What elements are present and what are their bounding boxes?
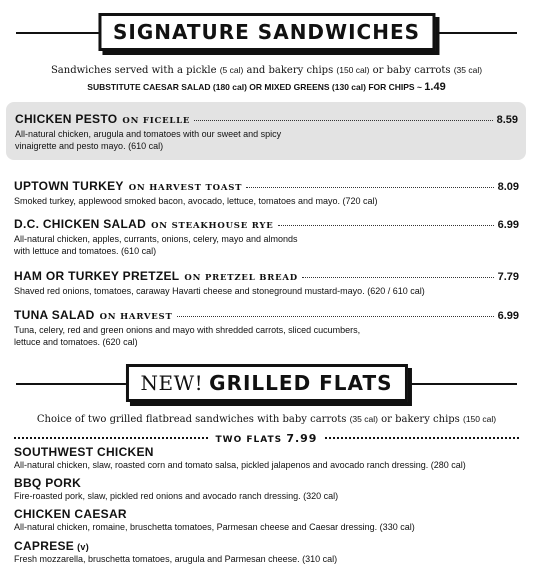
item-bread: ON FICELLE [122,116,191,126]
vegetarian-badge: (v) [77,542,90,552]
flat-description: Fresh mozzarella, bruschetta tomatoes, arugula and Parmesan cheese. (310 cal) [14,554,338,564]
flat-description: All-natural chicken, slaw, roasted corn and tomato salsa, pickled jalapenos and avocado ranch dressing. (280 cal) [14,460,466,470]
item-price: 7.79 [497,271,519,283]
dotted-rule [14,437,208,439]
flat-item-bbq-pork[interactable] [14,476,519,502]
item-bread: ON HARVEST TOAST [128,183,243,193]
item-price: 6.99 [497,219,519,231]
signature-header [0,13,533,53]
item-price: 8.09 [497,181,519,193]
item-description: All-natural chicken, apples, currants, onions, celery, mayo and almonds with lettuce and tomatoes. (610 cal) [14,234,298,256]
flat-description: Fire-roasted pork, slaw, pickled red onions and avocado ranch dressing. (320 cal) [14,491,339,501]
dot-leader [278,225,494,226]
signature-title-text: SIGNATURE SANDWICHES [112,20,421,44]
item-name: TUNA SALAD [14,308,95,322]
flat-name: CAPRESE [14,539,75,553]
new-badge: NEW! [140,371,204,395]
item-bread: ON STEAKHOUSE RYE [151,221,274,231]
menu-item-chicken-pesto[interactable] [6,102,526,160]
item-name: HAM OR TURKEY PRETZEL [14,269,180,283]
menu-item-ham-turkey-pretzel[interactable] [14,269,519,297]
two-flats-price: 7.99 [286,431,318,445]
item-price: 8.59 [496,114,518,126]
flat-item-chicken-caesar[interactable] [14,507,519,533]
item-description: Smoked turkey, applewood smoked bacon, avocado, lettuce, tomatoes and mayo. (720 cal) [14,196,378,206]
item-description: All-natural chicken, arugula and tomatoes with our sweet and spicy vinaigrette and pesto mayo. (610 cal) [15,129,282,151]
substitute-note [0,81,533,93]
item-description: Tuna, celery, red and green onions and mayo with shredded carrots, sliced cucumbers, lettuce and tomatoes. (620 cal) [14,325,361,347]
flats-header [0,364,533,404]
flats-title-text: GRILLED FLATS [209,371,393,395]
flats-intro: Choice of two grilled flatbread sandwiches with baby carrots (35 cal) or bakery chips (150 cal) [36,414,497,425]
flat-name: SOUTHWEST CHICKEN [14,445,154,459]
item-description: Shaved red onions, tomatoes, caraway Havarti cheese and stoneground mustard-mayo. (620 / 610 cal) [14,286,425,296]
signature-title [98,13,435,51]
dot-leader [246,187,493,188]
item-name: CHICKEN PESTO [15,112,118,126]
item-name: UPTOWN TURKEY [14,179,124,193]
item-price: 6.99 [497,310,519,322]
menu-item-dc-chicken-salad[interactable] [14,217,519,257]
dot-leader [194,120,492,121]
flat-description: All-natural chicken, romaine, bruschetta tomatoes, Parmesan cheese and Caesar dressing. (330 cal) [14,522,415,532]
menu-item-uptown-turkey[interactable] [14,179,519,207]
menu-item-tuna-salad[interactable] [14,308,519,348]
flats-title [125,364,407,402]
flat-name: CHICKEN CAESAR [14,507,127,521]
substitute-text: SUBSTITUTE CAESAR SALAD (180 cal) OR MIXED GREENS (130 cal) FOR CHIPS ~ [87,82,422,92]
dot-leader [177,316,494,317]
flat-item-southwest-chicken[interactable] [14,445,519,471]
dotted-rule [325,437,519,439]
two-flats-label: TWO FLATS 7.99 [215,431,318,445]
dot-leader [302,277,494,278]
item-bread: ON PRETZEL BREAD [184,273,298,283]
flat-name: BBQ PORK [14,476,82,490]
substitute-price: 1.49 [424,81,446,93]
item-name: D.C. CHICKEN SALAD [14,217,147,231]
flat-item-caprese[interactable] [14,539,519,565]
signature-intro: Sandwiches served with a pickle (5 cal) and bakery chips (150 cal) or baby carrots (35 cal) [50,65,483,76]
two-flats-banner [14,431,519,445]
item-bread: ON HARVEST [99,312,173,322]
